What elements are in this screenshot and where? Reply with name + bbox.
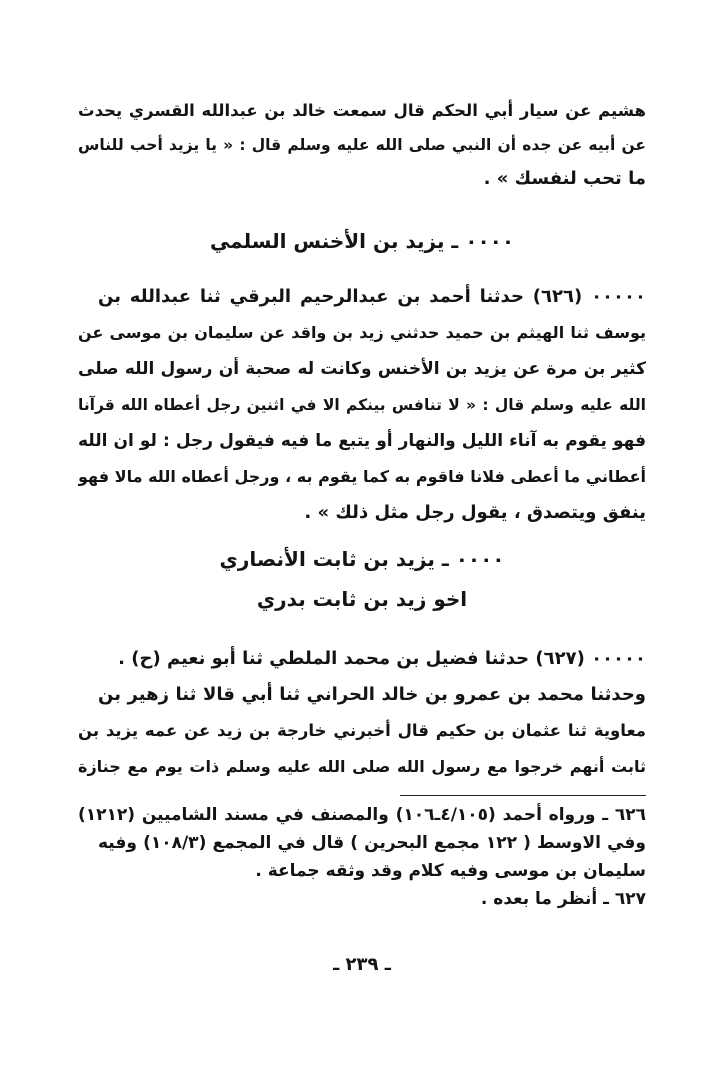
footnote-line: ٦٢٧ ـ أنظر ما بعده .: [480, 889, 646, 909]
footnote-line: وفي الاوسط ( ١٢٢ مجمع البحرين ) قال في المجمع (١٠٨/٣) وفيه: [98, 833, 646, 853]
section-heading: ٠٠٠٠ ـ يزيد بن ثابت الأنصاري: [219, 547, 505, 571]
text-line: الله عليه وسلم قال : « لا تنافس بينكم الا في اثنين رجل أعطاه الله قرآنا: [78, 396, 646, 414]
text-line: ٠٠٠٠٠ (٦٢٧) حدثنا فضيل بن محمد الملطي ثنا أبو نعيم (ح) .: [118, 648, 646, 669]
text-line: فهو يقوم به آناء الليل والنهار أو يتبع ما فيه فيقول رجل : لو ان الله: [78, 431, 646, 451]
page-number: ـ ٢٣٩ ـ: [333, 954, 391, 975]
text-line: وحدثنا محمد بن عمرو بن خالد الحراني ثنا أبي قالا ثنا زهير بن: [98, 684, 646, 705]
text-line: ٠٠٠٠٠ (٦٢٦) حدثنا أحمد بن عبدالرحيم البرقي ثنا عبدالله بن: [98, 286, 646, 307]
section-subheading: اخو زيد بن ثابت بدري: [256, 587, 468, 611]
section-heading: ٠٠٠٠ ـ يزيد بن الأخنس السلمي: [209, 229, 515, 253]
text-line: كثير بن مرة عن يزيد بن الأخنس وكانت له صحبة أن رسول الله صلى: [78, 359, 646, 379]
text-line: يوسف ثنا الهيثم بن حميد حدثني زيد بن واقد عن سليمان بن موسى عن: [78, 323, 646, 342]
text-line: ينفق ويتصدق ، يقول رجل مثل ذلك » .: [304, 502, 646, 523]
text-line: ما تحب لنفسك » .: [483, 168, 646, 189]
text-line: عن أبيه عن جده أن النبي صلى الله عليه وسلم قال : « يا يزيد أحب للناس: [78, 136, 646, 154]
text-line: هشيم عن سيار أبي الحكم قال سمعت خالد بن عبدالله القسري يحدث: [78, 101, 646, 120]
footnote-line: ٦٢٦ ـ ورواه أحمد (٤/١٠٥ـ١٠٦) والمصنف في مسند الشاميين (١٢١٢): [78, 805, 646, 825]
text-line: معاوية ثنا عثمان بن حكيم قال أخبرني خارجة بن زيد عن عمه يزيد بن: [78, 721, 646, 740]
text-line: ثابت أنهم خرجوا مع رسول الله صلى الله عليه وسلم ذات يوم مع جنازة: [78, 757, 646, 776]
text-line: أعطاني ما أعطى فلانا فاقوم به كما يقوم به ، ورجل أعطاه الله مالا فهو: [78, 467, 646, 486]
footnote-divider: [400, 795, 646, 796]
footnote-line: سليمان بن موسى وفيه كلام وقد وثقه جماعة .: [255, 861, 646, 881]
